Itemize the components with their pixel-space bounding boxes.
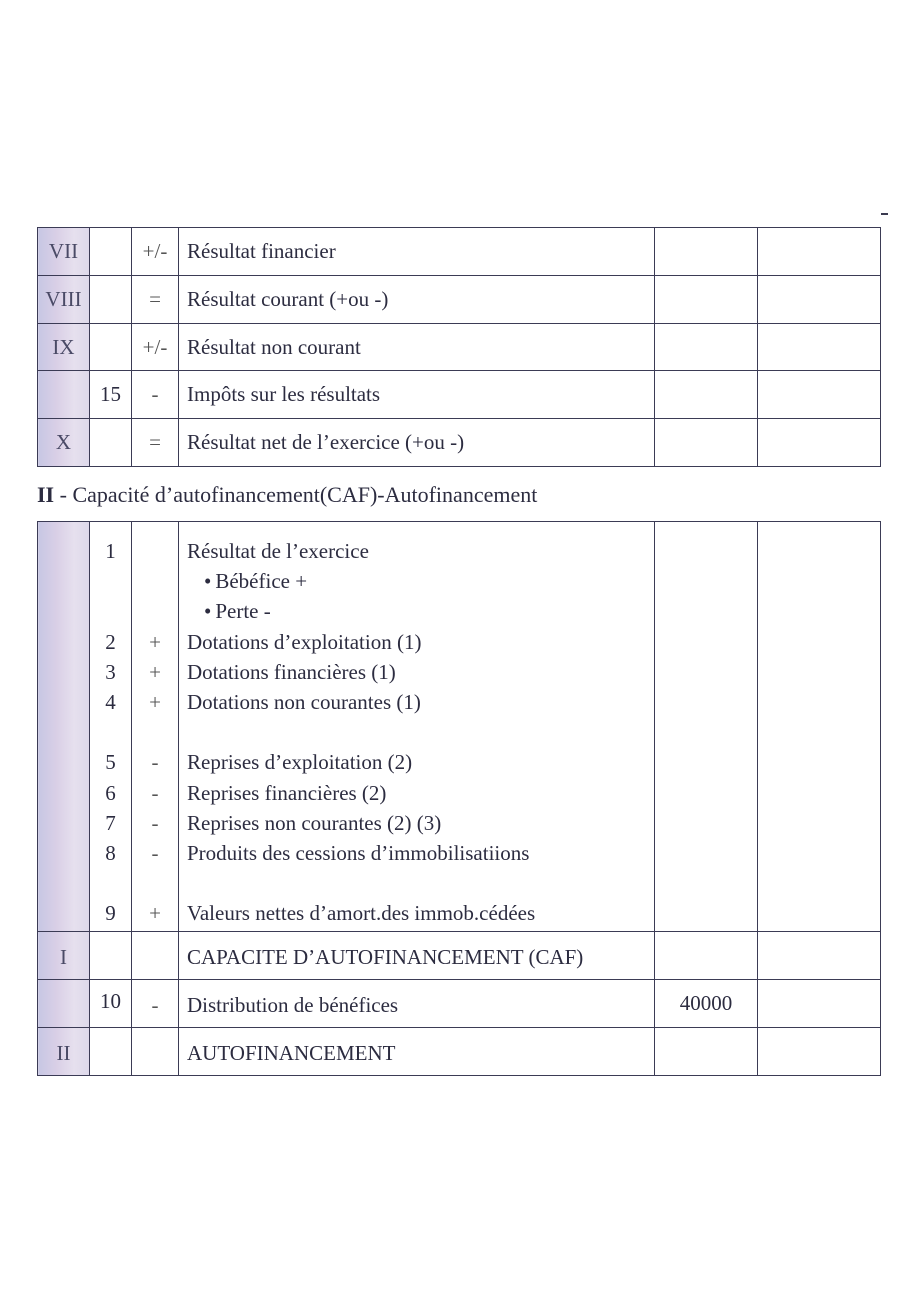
value-cell-1: [655, 323, 758, 371]
roman-cell: I: [38, 932, 90, 980]
roman-cell: IX: [38, 323, 90, 371]
value-cell-2: [758, 1028, 881, 1076]
label-cell: Impôts sur les résultats: [179, 371, 655, 419]
line-number: 5: [105, 750, 116, 775]
table-row: [38, 323, 881, 371]
distribution-label: Distribution de bénéfices: [179, 980, 655, 1028]
line-label: Dotations d’exploitation (1): [187, 629, 422, 654]
sign-cell: +/-: [132, 323, 179, 371]
value-cell-2: [758, 323, 881, 371]
roman-cell: [38, 371, 90, 419]
line-number: 1: [105, 539, 116, 563]
sign-cell: =: [132, 419, 179, 467]
autofinancement-row: [38, 1028, 881, 1076]
label-column: [179, 522, 655, 932]
stray-mark: [881, 213, 888, 215]
value-cell-1: [655, 1028, 758, 1076]
roman-cell: II: [38, 1028, 90, 1076]
line-label: Reprises non courantes (2) (3): [187, 810, 442, 835]
line-number: 8: [105, 840, 116, 865]
value-cell-1: [655, 932, 758, 980]
value-cell-1: [655, 522, 758, 932]
number-cell: 10: [90, 980, 132, 1028]
bullet-icon: •: [204, 569, 212, 594]
line-label: Produits des cessions d’immobilisatiions: [187, 840, 530, 865]
line-sign: +: [149, 659, 161, 684]
roman-cell: VII: [38, 228, 90, 276]
autofinancement-label: AUTOFINANCEMENT: [179, 1028, 655, 1076]
number-cell: [90, 1028, 132, 1076]
line-sign: [132, 596, 178, 626]
value-cell-2: [758, 228, 881, 276]
line-label: Dotations financières (1): [187, 659, 396, 684]
line-sign: +: [149, 901, 161, 926]
line-sign: -: [151, 780, 159, 805]
number-cell: 15: [90, 371, 132, 419]
table-row: [38, 419, 881, 467]
value-cell-1: [655, 228, 758, 276]
section-number: II: [37, 482, 55, 507]
sign-cell: [132, 1028, 179, 1076]
number-cell: [90, 419, 132, 467]
roman-cell: X: [38, 419, 90, 467]
line-number: [90, 868, 131, 898]
sign-cell: -: [132, 371, 179, 419]
label-cell: Résultat non courant: [179, 323, 655, 371]
bullet-item: [187, 596, 654, 626]
line-label: [187, 717, 654, 747]
value-cell-1: [655, 371, 758, 419]
number-cell: [90, 275, 132, 323]
sign-cell: +/-: [132, 228, 179, 276]
number-column: [90, 522, 132, 932]
distribution-row: [38, 980, 881, 1028]
roman-cell: VIII: [38, 275, 90, 323]
table-row: [38, 371, 881, 419]
table-row: [38, 228, 881, 276]
line-number: 4: [105, 689, 116, 714]
line-number: 6: [105, 780, 116, 805]
label-cell: Résultat net de l’exercice (+ou -): [179, 419, 655, 467]
section-title-text: Capacité d’autofinancement(CAF)-Autofinancement: [72, 482, 538, 507]
line-number: [90, 717, 131, 747]
value-cell-1: [655, 419, 758, 467]
line-label: Reprises financières (2): [187, 780, 387, 805]
sign-cell: =: [132, 275, 179, 323]
line-label: Dotations non courantes (1): [187, 689, 421, 714]
sign-column: [132, 522, 179, 932]
line-sign: [132, 868, 178, 898]
line-number: [90, 566, 131, 596]
number-cell: [90, 228, 132, 276]
line-number: 3: [105, 659, 116, 684]
value-cell-2: [758, 980, 881, 1028]
line-sign: [132, 717, 178, 747]
roman-cell: [38, 980, 90, 1028]
line-label: [187, 868, 654, 898]
line-label: Valeurs nettes d’amort.des immob.cédées: [187, 901, 536, 926]
number-cell: [90, 932, 132, 980]
value-cell-1: [655, 275, 758, 323]
bullet-text: Perte -: [215, 599, 271, 624]
value-cell-2: [758, 932, 881, 980]
value-cell-2: [758, 522, 881, 932]
label-cell: Résultat courant (+ou -): [179, 275, 655, 323]
value-cell-2: [758, 275, 881, 323]
distribution-value: 40000: [655, 980, 758, 1028]
line-sign: [132, 536, 178, 566]
table-row: [38, 275, 881, 323]
income-statement-table: [37, 227, 881, 467]
roman-cell: [38, 522, 90, 932]
line-sign: -: [151, 840, 159, 865]
line-number: [90, 596, 131, 626]
bullet-icon: •: [204, 599, 212, 624]
value-cell-2: [758, 419, 881, 467]
line-number: 9: [105, 901, 116, 926]
section-title: [37, 482, 537, 508]
line-sign: -: [151, 810, 159, 835]
caf-detail-row: [38, 522, 881, 932]
line-sign: -: [151, 750, 159, 775]
line-number: 7: [105, 810, 116, 835]
section-dash: -: [59, 482, 67, 507]
line-sign: [132, 566, 178, 596]
number-cell: [90, 323, 132, 371]
line-sign: +: [149, 629, 161, 654]
caf-label: CAPACITE D’AUTOFINANCEMENT (CAF): [179, 932, 655, 980]
sign-cell: [132, 932, 179, 980]
caf-total-row: [38, 932, 881, 980]
sign-cell: -: [132, 980, 179, 1028]
line-sign: +: [149, 689, 161, 714]
bullet-item: [187, 566, 654, 596]
bullet-text: Bébéfice +: [215, 569, 308, 594]
line-label: Résultat de l’exercice: [187, 539, 369, 563]
caf-table: [37, 521, 881, 1076]
value-cell-2: [758, 371, 881, 419]
label-cell: Résultat financier: [179, 228, 655, 276]
line-label: Reprises d’exploitation (2): [187, 750, 413, 775]
line-number: 2: [105, 629, 116, 654]
